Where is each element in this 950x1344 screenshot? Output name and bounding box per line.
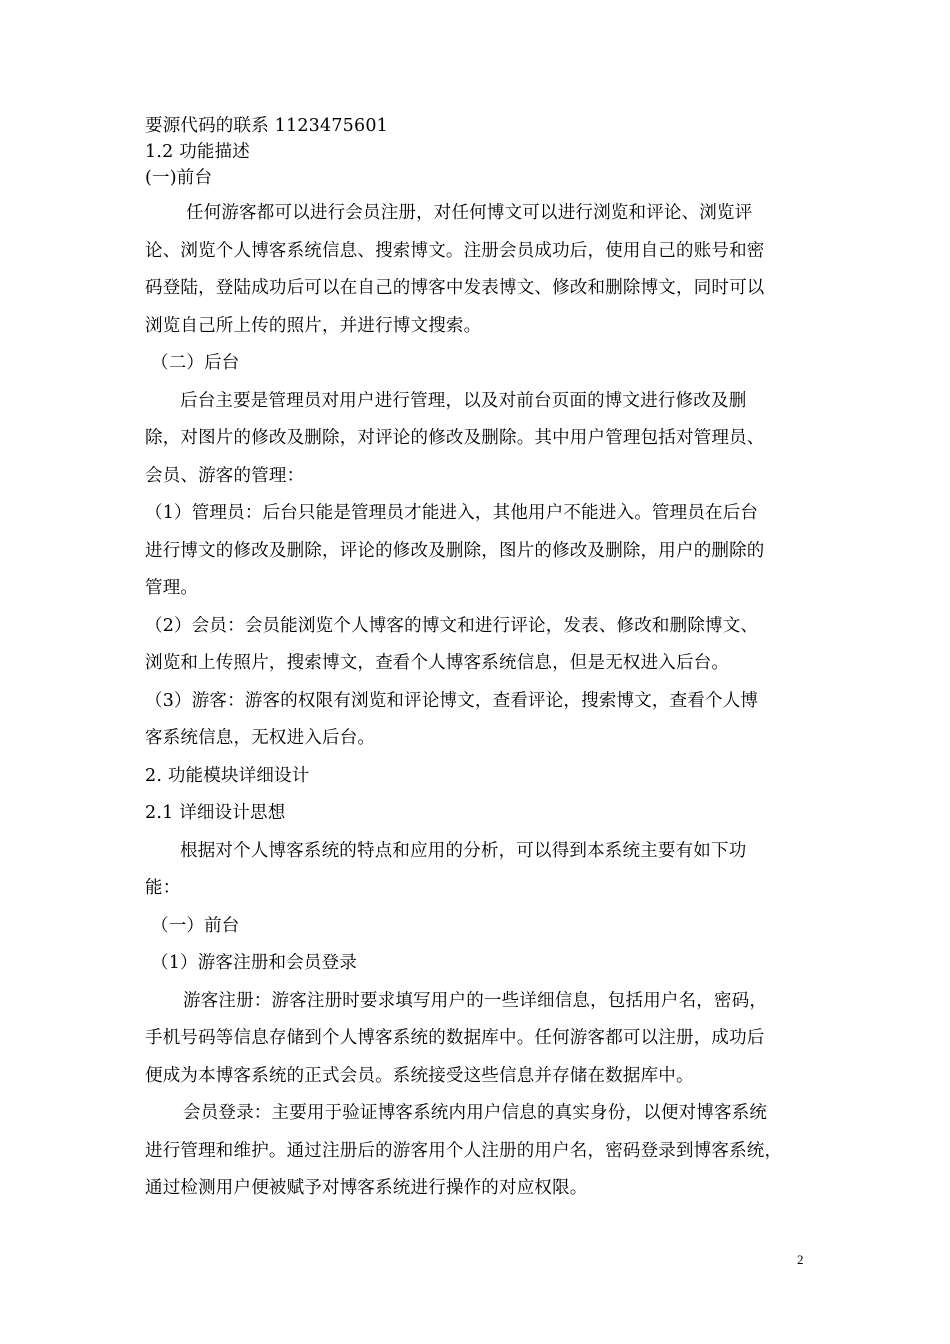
section-heading-1-2: 1.2 功能描述 — [145, 142, 250, 162]
paragraph-line: 通过检测用户便被赋予对博客系统进行操作的对应权限。 — [145, 1178, 588, 1198]
paragraph-line: 论、浏览个人博客系统信息、搜索博文。注册会员成功后，使用自己的账号和密 — [145, 240, 765, 261]
subheading-frontend-2: （一）前台 — [151, 915, 240, 936]
section-heading-2: 2. 功能模块详细设计 — [145, 765, 310, 786]
paragraph-line: 进行管理和维护。通过注册后的游客用个人注册的用户名，密码登录到博客系统， — [145, 1140, 783, 1161]
section-heading-2-1: 2.1 详细设计思想 — [145, 803, 286, 823]
subheading-backend: （二）后台 — [151, 353, 240, 373]
page-number: 2 — [797, 1252, 804, 1267]
paragraph-line: 进行博文的修改及删除，评论的修改及删除，图片的修改及删除，用户的删除的 — [145, 540, 765, 561]
list-item-member: （2）会员：会员能浏览个人博客的博文和进行评论，发表、修改和删除博文、 — [145, 615, 759, 636]
paragraph-line: 浏览自己所上传的照片，并进行博文搜索。 — [145, 315, 482, 336]
list-item-admin: （1）管理员：后台只能是管理员才能进入，其他用户不能进入。管理员在后台 — [145, 503, 759, 523]
document-body — [145, 113, 827, 1208]
paragraph-line: 管理。 — [145, 578, 199, 598]
paragraph-line: 任何游客都可以进行会员注册，对任何博文可以进行浏览和评论、浏览评 — [186, 203, 753, 223]
paragraph-line: 后台主要是管理员对用户进行管理，以及对前台页面的博文进行修改及删 — [180, 390, 747, 411]
paragraph-line: 码登陆，登陆成功后可以在自己的博客中发表博文、修改和删除博文，同时可以 — [145, 278, 765, 298]
paragraph-line: 能： — [145, 878, 181, 898]
paragraph-line: 会员、游客的管理： — [145, 465, 305, 486]
list-item-visitor: （3）游客：游客的权限有浏览和评论博文，查看评论，搜索博文，查看个人博 — [145, 690, 759, 711]
paragraph-line: 客系统信息，无权进入后台。 — [145, 728, 376, 748]
paragraph-line: 根据对个人博客系统的特点和应用的分析，可以得到本系统主要有如下功 — [180, 840, 747, 861]
paragraph-line: 便成为本博客系统的正式会员。系统接受这些信息并存储在数据库中。 — [145, 1065, 694, 1086]
subheading-registration-login: （1）游客注册和会员登录 — [151, 953, 358, 973]
paragraph-line: 除，对图片的修改及删除，对评论的修改及删除。其中用户管理包括对管理员、 — [145, 428, 765, 448]
subheading-frontend: (一)前台 — [145, 168, 213, 188]
paragraph-line: 游客注册：游客注册时要求填写用户的一些详细信息，包括用户名，密码， — [183, 990, 768, 1011]
paragraph-line: 浏览和上传照片，搜索博文，查看个人博客系统信息，但是无权进入后台。 — [145, 653, 730, 673]
paragraph-line: 手机号码等信息存储到个人博客系统的数据库中。任何游客都可以注册，成功后 — [145, 1028, 765, 1048]
source-code-contact-line: 要源代码的联系 1123475601 — [145, 116, 389, 136]
paragraph-line: 会员登录：主要用于验证博客系统内用户信息的真实身份，以便对博客系统 — [183, 1103, 768, 1123]
